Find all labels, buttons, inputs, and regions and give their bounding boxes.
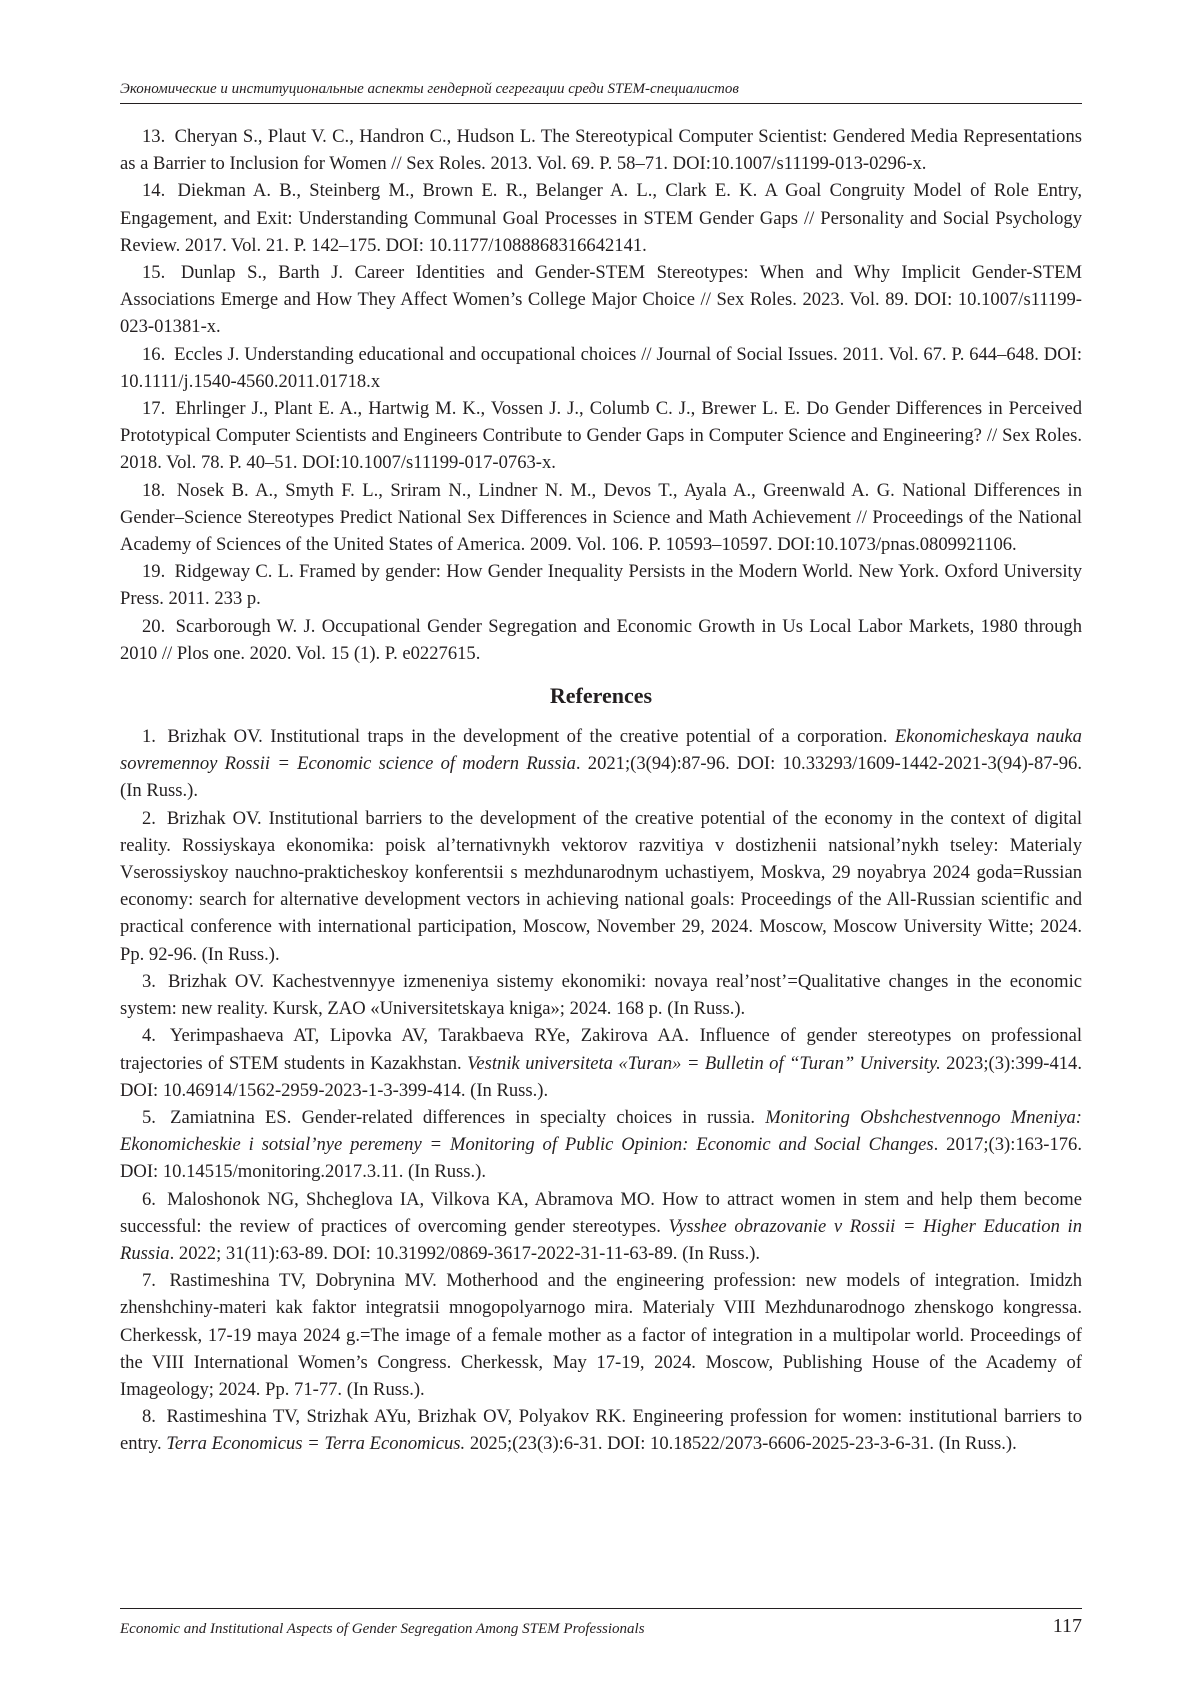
- reference-number: 6.: [142, 1188, 156, 1210]
- reference-source-title: Terra Economicus = Terra Economicus.: [166, 1433, 466, 1455]
- reference-item: [120, 723, 1082, 805]
- reference-text: Dunlap S., Barth J. Career Identities and Gender-STEM Stereotypes: When and Why Implicit Gender-STEM Associations Emerge and How They Affect Women’s College Major Choice // Sex Roles. 2023. Vol. 89. DOI: 10.1007/s11199-023-01381-x.: [120, 262, 1082, 338]
- reference-text: Diekman A. B., Steinberg M., Brown E. R., Belanger A. L., Clark E. K. A Goal Congruity Model of Role Entry, Engagement, and Exit: Understanding Communal Goal Processes in STEM Gender Gaps // Personality and Social Psychology Review. 2017. Vol. 21. P. 142–175. DOI: 10.1177/1088868316642141.: [120, 180, 1082, 256]
- reference-text: Maloshonok NG, Shcheglova IA, Vilkova KA, Abramova MO. How to attract women in stem and help them become successful: the review of practices of overcoming gender stereotypes.: [120, 1188, 1082, 1237]
- reference-item: [120, 1022, 1082, 1104]
- reference-text: . 2021;(3(94):87-96. DOI: 10.33293/1609-1442-2021-3(94)-87-96. (In Russ.).: [120, 753, 1082, 802]
- reference-item: [120, 123, 1082, 177]
- reference-text: Nosek B. A., Smyth F. L., Sriram N., Lindner N. M., Devos T., Ayala A., Greenwald A. G. National Differences in Gender–Science Stereotypes Predict National Sex Differences in Science and Math Achievement // Proceedings of the National Academy of Sciences of the United States of America. 2009. Vol. 106. P. 10593–10597. DOI:10.1073/pnas.0809921106.: [120, 479, 1082, 556]
- reference-item: [120, 805, 1082, 968]
- reference-item: [120, 1104, 1082, 1186]
- reference-item: [120, 341, 1082, 395]
- reference-item: [120, 477, 1082, 559]
- running-footer: Economic and Institutional Aspects of Gender Segregation Among STEM Professionals: [120, 1621, 645, 1637]
- reference-number: 5.: [142, 1106, 156, 1128]
- reference-source-title: Ekonomicheskaya nauka sovremennoy Rossii = Economic science of modern Russia: [120, 726, 1082, 775]
- reference-text: Rastimeshina TV, Strizhak AYu, Brizhak OV, Polyakov RK. Engineering profession for women: institutional barriers to entry.: [120, 1406, 1082, 1455]
- reference-list-russian: [120, 123, 1082, 667]
- reference-number: 3.: [142, 970, 156, 992]
- reference-text: Brizhak OV. Institutional traps in the development of the creative potential of a corporation.: [167, 726, 895, 748]
- reference-text: Ehrlinger J., Plant E. A., Hartwig M. K., Vossen J. J., Columb C. J., Brewer L. E. Do Gender Differences in Perceived Prototypical Computer Scientists and Engineers Contribute to Gender Gaps in Computer Science and Engineering? // Sex Roles. 2018. Vol. 78. P. 40–51. DOI:10.1007/s11199-017-0763-x.: [120, 398, 1082, 474]
- header-rule: [120, 103, 1082, 104]
- reference-source-title: Monitoring Obshchestvennogo Mneniya: Ekonomicheskie i sotsial’nye peremeny = Monitoring of Public Opinion: Economic and Social Changes: [120, 1106, 1082, 1156]
- reference-text: Brizhak OV. Kachestvennyye izmeneniya sistemy ekonomiki: novaya real’nost’=Qualitative changes in the economic system: new reality. Kursk, ZAO «Universitetskaya kniga»; 2024. 168 p. (In Russ.).: [120, 970, 1082, 1020]
- reference-text: Eccles J. Understanding educational and occupational choices // Journal of Social Issues. 2011. Vol. 67. P. 644–648. DOI: 10.1111/j.1540-4560.2011.01718.x: [120, 343, 1082, 392]
- reference-source-title: Vysshee obrazovanie v Rossii = Higher Education in Russia: [120, 1215, 1082, 1264]
- reference-number: 4.: [142, 1025, 156, 1047]
- reference-number: 20.: [142, 615, 166, 637]
- reference-text: Scarborough W. J. Occupational Gender Segregation and Economic Growth in Us Local Labor Markets, 1980 through 2010 // Plos one. 2020. Vol. 15 (1). P. e0227615.: [120, 615, 1082, 664]
- reference-text: Yerimpashaeva AT, Lipovka AV, Tarakbaeva RYe, Zakirova AA. Influence of gender stereotypes on professional trajectories of STEM students in Kazakhstan.: [120, 1025, 1082, 1074]
- page-number: 117: [1052, 1615, 1082, 1637]
- reference-source-title: Vestnik universiteta «Turan» = Bulletin of “Turan” University.: [467, 1052, 941, 1074]
- reference-number: 15.: [142, 262, 166, 284]
- reference-item: [120, 395, 1082, 477]
- reference-item: [120, 1267, 1082, 1403]
- reference-text: Brizhak OV. Institutional barriers to the development of the creative potential of the economy in the context of digital reality. Rossiyskaya ekonomika: poisk al’ternativnykh vektorov razvitiya v dostizhenii natsional’nykh tseley: Materialy Vserossiyskoy nauchno-prakticheskoy konferentsii s mezhdunarodnym uchastiyem, Moskva, 29 noyabrya 2024 goda=Russian economy: search for alternative development vectors in achieving national goals: Proceedings of the All-Russian scientific and practical conference with international participation, Moscow, November 29, 2024. Moscow, Moscow University Witte; 2024. Pp. 92-96. (In Russ.).: [120, 807, 1082, 965]
- reference-number: 17.: [142, 398, 166, 420]
- reference-text: Zamiatnina ES. Gender-related differences in specialty choices in russia.: [170, 1106, 766, 1128]
- journal-page: [120, 0, 1082, 1697]
- references-heading: References: [549, 683, 653, 709]
- page-body: [120, 123, 1082, 1458]
- reference-text: Cheryan S., Plaut V. C., Handron C., Hudson L. The Stereotypical Computer Scientist: Gendered Media Representations as a Barrier to Inclusion for Women // Sex Roles. 2013. Vol. 69. P. 58–71. DOI:10.1007/s11199-013-0296-x.: [120, 126, 1082, 175]
- reference-number: 19.: [142, 561, 166, 583]
- reference-item: [120, 613, 1082, 667]
- reference-list-english: [120, 723, 1082, 1457]
- reference-item: [120, 177, 1082, 259]
- reference-text: 2025;(23(3):6-31. DOI: 10.18522/2073-6606-2025-23-3-6-31. (In Russ.).: [465, 1433, 1017, 1455]
- reference-number: 1.: [142, 726, 156, 748]
- reference-text: Ridgeway C. L. Framed by gender: How Gender Inequality Persists in the Modern World. New York. Oxford University Press. 2011. 233 p.: [120, 561, 1082, 610]
- reference-number: 2.: [142, 807, 156, 829]
- reference-item: [120, 968, 1082, 1022]
- reference-item: [120, 558, 1082, 612]
- reference-item: [120, 1186, 1082, 1268]
- reference-item: [120, 1403, 1082, 1457]
- running-header: Экономические и институциональные аспекты гендерной сегрегации среди STEM-специалистов: [120, 81, 739, 97]
- reference-number: 7.: [142, 1270, 156, 1292]
- reference-text: 2023;(3):399-414. DOI: 10.46914/1562-2959-2023-1-3-399-414. (In Russ.).: [120, 1052, 1082, 1101]
- reference-number: 8.: [142, 1406, 156, 1428]
- reference-number: 14.: [142, 180, 166, 202]
- reference-item: [120, 259, 1082, 341]
- reference-text: Rastimeshina TV, Dobrynina MV. Motherhood and the engineering profession: new models of integration. Imidzh zhenshchiny-materi kak faktor integratsii mnogopolyarnogo mira. Materialy VIII Mezhdunarodnogo zhenskogo kongressa. Cherkessk, 17-19 maya 2024 g.=The image of a female mother as a factor of integration in a multipolar world. Proceedings of the VIII International Women’s Congress. Cherkessk, May 17-19, 2024. Moscow, Publishing House of the Academy of Imageology; 2024. Pp. 71-77. (In Russ.).: [120, 1270, 1082, 1400]
- reference-text: . 2022; 31(11):63-89. DOI: 10.31992/0869-3617-2022-31-11-63-89. (In Russ.).: [169, 1242, 761, 1264]
- reference-number: 16.: [142, 343, 166, 365]
- reference-text: . 2017;(3):163-176. DOI: 10.14515/monitoring.2017.3.11. (In Russ.).: [120, 1134, 1082, 1183]
- reference-number: 13.: [142, 126, 166, 147]
- footer-rule: [120, 1608, 1082, 1609]
- reference-number: 18.: [142, 479, 166, 501]
